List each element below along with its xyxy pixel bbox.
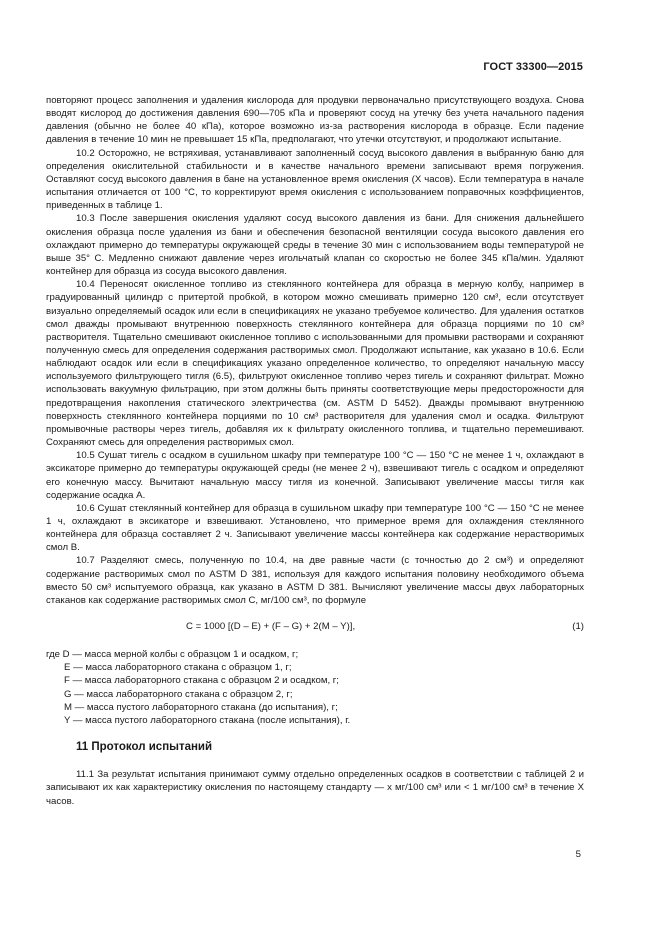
formula-expression: C = 1000 [(D – E) + (F – G) + 2(M – Y)], (186, 621, 356, 633)
section-title: 11 Протокол испытаний (76, 741, 213, 754)
paragraph-10-5: 10.5 Сушат тигель с осадком в сушильном шкафу при температуре 100 °C — 150 °C не менее 1 ч, охлаждают в эксикаторе примерно до температуры окружающей среды (не менее 2 ч), взвешивают тигель с осадком и определяют его конечную массу. Вычитают начальную массу тигля из конечной. Записывают увеличение массы тигля как содержание осадка A. (46, 450, 584, 501)
document-id: ГОСТ 33300—2015 (483, 61, 583, 73)
formula-legend (46, 648, 584, 727)
legend-item: где D — масса мерной колбы с образцом 1 и осадком, г; (46, 649, 299, 661)
paragraph-continued: повторяют процесс заполнения и удаления кислорода для продувки первоначально присутствующего воздуха. Снова вводят кислород до достижения давления 690—705 кПа и проверяют сосуд на утечку без учета начального падения давления (обычно не более 40 кПа), которое возможно из-за растворения кислорода в образце. Если падение давления в течение 10 мин не превышает 15 кПа, предполагают, что утечки отсутствуют, и продолжают испытание. (46, 95, 584, 146)
paragraph-10-4: 10.4 Переносят окисленное топливо из стеклянного контейнера для образца в мерную колбу, например в градуированный цилиндр с притертой пробкой, в котором можно смешивать примерно 120 см³, если отсутствует визуально определяемый осадок или если в спецификациях не указано требуемое количество. Для удаления остатков смол дважды промывают внутреннюю поверхность стеклянного контейнера для образца порциями по 10 см³ растворителя. Тщательно смешивают окисленное топливо с использованными для промывки растворами и сохраняют полученную смесь для определения содержания растворимых смол. Продолжают испытание, как указано в 10.6. Если наблюдают осадок или если в спецификациях указано определенное количество, то определяют начальную массу используемого фильтрующего тигля (6.5), фильтруют окисленное топливо через тигель и сохраняют фильтрат. Можно использовать вакуумную фильтрацию, при этом должны быть приняты соответствующие меры предосторожности для предотвращения накопления статического электричества (см. ASTM D 5452). Дважды промывают внутреннюю поверхность стеклянного контейнера порциями по 10 см³ растворителя для удаления смол и осадка. Фильтруют промывочные растворы через тигель, добавляя их к фильтрату окисленного топлива, и тщательно перемешивают. Сохраняют смесь для определения растворимых смол. (46, 279, 584, 449)
paragraph-10-2: 10.2 Осторожно, не встряхивая, устанавливают заполненный сосуд высокого давления в выбранную баню для определения окислительной стабильности и в качестве начального времени записывают время погружения. Оставляют сосуд высокого давления в бане на установленное время окисления (X часов). Если температура в начале испытания отличается от 100 °C, то корректируют время окисления с использованием поправочных коэффициентов, приведенных в таблице 1. (46, 147, 584, 212)
legend-item: G — масса лабораторного стакана с образцом 2, г; (64, 688, 293, 700)
legend-item: M — масса пустого лабораторного стакана (до испытания), г; (64, 701, 338, 713)
paragraph-11-1: 11.1 За результат испытания принимают сумму отдельно определенных осадков в соответствии с таблицей 2 и записывают их как характеристику окисления по настоящему стандарту — x мг/100 см³ или < 1 мг/100 см³ в течение X часов. (46, 769, 584, 807)
formula-1 (46, 620, 584, 633)
legend-item: E — масса лабораторного стакана с образцом 1, г; (64, 662, 292, 674)
paragraph-10-7: 10.7 Разделяют смесь, полученную по 10.4, на две равные части (с точностью до 2 см³) и определяют содержание растворимых смол по ASTM D 381, используя для каждого испытания половину необходимого объема вместо 50 см³ испытуемого образца, как указано в ASTM D 381. Вычисляют увеличение массы двух лабораторных стаканов как содержание растворимых смол C, мг/100 см³, по формуле (46, 555, 584, 606)
paragraph-10-6: 10.6 Сушат стеклянный контейнер для образца в сушильном шкафу при температуре 100 °C — 150 °C не менее 1 ч, охлаждают в эксикаторе и взвешивают. Установлено, что примерное время для охлаждения стеклянного контейнера для образца составляет 2 ч. Записывают увеличение массы контейнера как содержание нерастворимых смол B. (46, 502, 584, 554)
paragraph-10-3: 10.3 После завершения окисления удаляют сосуд высокого давления из бани. Для снижения дальнейшего окисления образца после удаления из бани и обеспечения безопасной вентиляции сосуда высокого давления его охлаждают примерно до температуры окружающей среды в течение 30 мин с использованием воды температурой не выше 35° С. Медленно снижают давление через игольчатый клапан со скоростью не более 345 кПа/мин. Удаляют контейнер для образца из сосуда высокого давления. (46, 213, 584, 278)
body-text (46, 94, 584, 808)
page-number: 5 (575, 849, 581, 860)
legend-item: Y — масса пустого лабораторного стакана (после испытания), г. (64, 714, 351, 726)
formula-number: (1) (572, 621, 584, 633)
legend-item: F — масса лабораторного стакана с образцом 2 и осадком, г; (64, 675, 339, 687)
